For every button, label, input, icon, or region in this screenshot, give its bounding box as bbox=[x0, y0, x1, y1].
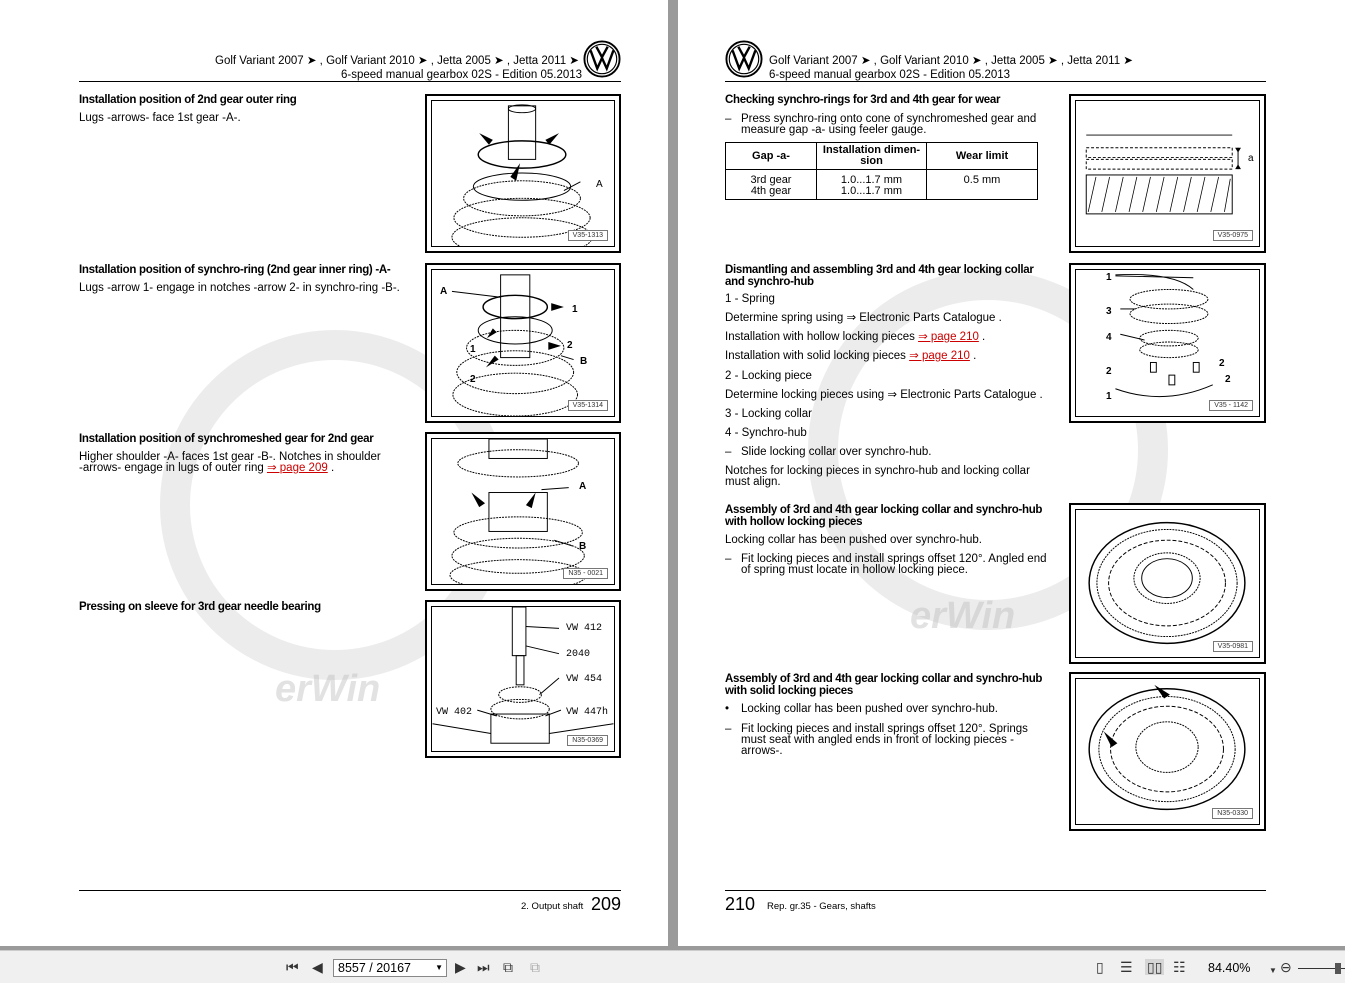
step-dash: – bbox=[725, 723, 732, 735]
figure-code: V35-0975 bbox=[1213, 230, 1253, 241]
footer-rule bbox=[725, 890, 1266, 891]
legend-text: Notches for locking pieces in synchro-hub and locking collar must align. bbox=[725, 465, 1030, 488]
table-header: Gap -a- bbox=[726, 143, 817, 170]
table-cell: 0.5 mm bbox=[927, 170, 1038, 200]
figure-code: V35 - 1142 bbox=[1209, 400, 1253, 411]
step-text: Press synchro-ring onto cone of synchromeshed gear and measure gap -a- using feeler gauge. bbox=[741, 113, 1037, 136]
figure-synchro-ring bbox=[425, 263, 621, 423]
page-link[interactable]: ⇒ page 209 bbox=[266, 462, 328, 474]
vw-logo-icon bbox=[725, 40, 763, 78]
section-title: Installation position of synchromeshed gear for 2nd gear bbox=[79, 433, 374, 445]
step-dash: – bbox=[725, 553, 732, 565]
header-rule bbox=[79, 81, 621, 82]
header-models: Golf Variant 2007 ➤ , Golf Variant 2010 ➤ , Jetta 2005 ➤ , Jetta 2011 ➤ bbox=[215, 55, 579, 67]
section-title: Installation position of 2nd gear outer ring bbox=[79, 94, 297, 106]
figure-code: N35-0330 bbox=[1212, 808, 1253, 819]
header-edition: 6-speed manual gearbox 02S - Edition 05.2013 bbox=[341, 69, 583, 81]
figure-label: 1 bbox=[1106, 272, 1112, 283]
section-text-body: Higher shoulder -A- faces 1st gear -B-. Notches in shoulder -arrows- engage in lugs of outer ring bbox=[79, 451, 381, 474]
figure-code: N35 - 0021 bbox=[563, 568, 608, 579]
figure-label: A bbox=[596, 179, 603, 190]
step-dash: – bbox=[725, 446, 732, 458]
table-cell-line: 1.0...1.7 mm bbox=[840, 185, 903, 197]
figure-label: 1 bbox=[1106, 391, 1112, 402]
two-page-continuous-view-icon[interactable]: ☷ bbox=[1173, 959, 1186, 975]
first-page-icon[interactable]: ⏮ bbox=[286, 959, 299, 975]
legend-text: Installation with hollow locking pieces ⇒ page 210 . bbox=[725, 331, 986, 343]
figure-label: 1 bbox=[572, 304, 578, 315]
figure-label: 2 bbox=[1219, 358, 1225, 369]
figure-label: VW 412 bbox=[566, 623, 603, 634]
footer-rule bbox=[79, 890, 621, 891]
figure-label: VW 402 bbox=[436, 707, 473, 718]
page-link[interactable]: ⇒ page 210 bbox=[918, 331, 979, 343]
header-edition: 6-speed manual gearbox 02S - Edition 05.2013 bbox=[769, 69, 1011, 81]
header-models: Golf Variant 2007 ➤ , Golf Variant 2010 ➤ , Jetta 2005 ➤ , Jetta 2011 ➤ bbox=[769, 55, 1133, 67]
table-cell-line: 1.0...1.7 mm bbox=[840, 174, 903, 186]
legend-item: 3 - Locking collar bbox=[725, 408, 812, 420]
figure-label: 4 bbox=[1106, 332, 1112, 343]
single-page-view-icon[interactable]: ▯ bbox=[1096, 959, 1104, 975]
watermark-brand: erWin bbox=[910, 595, 1016, 637]
figure-synchro-hub-exploded bbox=[1069, 263, 1266, 423]
figure-label: 2 bbox=[1225, 374, 1231, 385]
section-title: Assembly of 3rd and 4th gear locking collar and synchro-hub with hollow locking pieces bbox=[725, 504, 1043, 528]
last-page-icon[interactable]: ⏭ bbox=[477, 959, 490, 975]
zoom-level[interactable]: 84.40% bbox=[1208, 961, 1251, 975]
figure-solid-locking-pieces bbox=[1069, 672, 1266, 831]
gear-diagram-illustration bbox=[432, 270, 614, 416]
section-text: Locking collar has been pushed over synchro-hub. bbox=[725, 534, 982, 546]
figure-code: V35-0981 bbox=[1213, 641, 1253, 652]
bullet-text: Locking collar has been pushed over synchro-hub. bbox=[741, 703, 998, 715]
figure-label: VW 454 bbox=[566, 674, 603, 685]
figure-synchromeshed-gear bbox=[425, 432, 621, 591]
legend-item: 1 - Spring bbox=[725, 293, 775, 305]
section-text bbox=[79, 452, 384, 474]
synchro-hub-illustration bbox=[1076, 510, 1259, 657]
gear-diagram-illustration bbox=[432, 439, 614, 584]
table-cell-line: 3rd gear bbox=[750, 174, 792, 186]
section-text: Lugs -arrows- face 1st gear -A-. bbox=[79, 112, 241, 124]
page-210 bbox=[678, 0, 1345, 946]
figure-synchro-gap bbox=[1069, 94, 1266, 253]
section-title: Installation position of synchro-ring (2nd gear inner ring) -A- bbox=[79, 264, 391, 276]
section-title: Checking synchro-rings for 3rd and 4th gear for wear bbox=[725, 94, 1001, 106]
previous-page-icon[interactable]: ◀ bbox=[312, 959, 323, 975]
figure-code: V35-1313 bbox=[568, 230, 608, 241]
section-title: Pressing on sleeve for 3rd gear needle bearing bbox=[79, 601, 321, 613]
figure-label: 1 bbox=[470, 344, 476, 355]
next-page-icon[interactable]: ▶ bbox=[455, 959, 466, 975]
chevron-down-icon[interactable]: ▼ bbox=[435, 963, 443, 972]
figure-label: 2 bbox=[1106, 366, 1112, 377]
exploded-diagram-illustration bbox=[1076, 270, 1259, 416]
gear-diagram-illustration bbox=[432, 101, 614, 246]
legend-text: Determine spring using ⇒ Electronic Parts Catalogue . bbox=[725, 312, 1002, 324]
legend-text-body: Installation with solid locking pieces bbox=[725, 350, 906, 362]
figure-label: B bbox=[579, 541, 587, 552]
table-cell bbox=[726, 170, 817, 200]
zoom-slider-handle[interactable] bbox=[1335, 963, 1341, 974]
legend-text-body: Installation with hollow locking pieces bbox=[725, 331, 915, 343]
step-text: Fit locking pieces and install springs offset 120°. Springs must seat with angled ends in front of locking pieces -arrows-. bbox=[741, 723, 1028, 757]
figure-label: VW 447h bbox=[566, 707, 609, 718]
figure-label: A bbox=[579, 481, 587, 492]
figure-label: a bbox=[1248, 153, 1254, 164]
header-rule bbox=[725, 81, 1266, 82]
legend-text: Installation with solid locking pieces ⇒ page 210 . bbox=[725, 350, 977, 362]
figure-code: V35-1314 bbox=[568, 400, 608, 411]
figure-pressing-sleeve bbox=[425, 600, 621, 758]
watermark-brand: erWin bbox=[275, 668, 381, 710]
figure-label: 2 bbox=[470, 374, 476, 385]
figure-label: A bbox=[440, 286, 448, 297]
gauge-diagram-illustration bbox=[1076, 101, 1259, 246]
page-209 bbox=[0, 0, 668, 946]
footer-page-number: 209 bbox=[591, 894, 622, 914]
footer-page-number: 210 bbox=[725, 894, 756, 914]
page-number-value: 8557 / 20167 bbox=[338, 961, 411, 975]
table-header: Installation dimen-sion bbox=[817, 143, 927, 170]
figure-hollow-locking-pieces bbox=[1069, 503, 1266, 664]
two-page-view-icon[interactable]: ▯▯ bbox=[1147, 959, 1163, 975]
table-header: Wear limit bbox=[927, 143, 1038, 170]
continuous-view-icon[interactable]: ☰ bbox=[1120, 959, 1133, 975]
zoom-out-icon[interactable]: ⊖ bbox=[1280, 959, 1292, 975]
step-text: Fit locking pieces and install springs offset 120°. Angled end of spring must locate in hollow locking piece. bbox=[741, 553, 1047, 576]
section-title: Assembly of 3rd and 4th gear locking collar and synchro-hub with solid locking pieces bbox=[725, 673, 1043, 697]
section-text-end: . bbox=[330, 462, 335, 474]
footer-section: Rep. gr.35 - Gears, shafts bbox=[767, 901, 876, 912]
page-number-input[interactable] bbox=[333, 959, 447, 977]
step-dash: – bbox=[725, 113, 732, 125]
bullet-dot: • bbox=[725, 703, 730, 715]
table-cell-line: 4th gear bbox=[750, 185, 792, 197]
go-forward-icon[interactable]: ⧉ bbox=[530, 959, 540, 975]
section-title: Dismantling and assembling 3rd and 4th gear locking collar and synchro-hub bbox=[725, 264, 1034, 288]
legend-item: 2 - Locking piece bbox=[725, 370, 812, 382]
step-text: Slide locking collar over synchro-hub. bbox=[741, 446, 932, 458]
zoom-dropdown-icon[interactable]: ▼ bbox=[1269, 966, 1277, 975]
figure-code: N35-0369 bbox=[567, 735, 608, 746]
vw-logo-icon bbox=[583, 40, 621, 78]
synchro-hub-illustration bbox=[1076, 679, 1259, 824]
table-cell bbox=[817, 170, 927, 200]
figure-label: 2040 bbox=[566, 649, 591, 660]
figure-label: 3 bbox=[1106, 306, 1112, 317]
go-back-icon[interactable]: ⧉ bbox=[503, 959, 513, 975]
section-text: Lugs -arrow 1- engage in notches -arrow 2- in synchro-ring -B-. bbox=[79, 282, 400, 294]
footer-section: 2. Output shaft bbox=[521, 901, 584, 912]
figure-outer-ring bbox=[425, 94, 621, 253]
figure-label: 2 bbox=[567, 340, 573, 351]
legend-item: 4 - Synchro-hub bbox=[725, 427, 807, 439]
page-link[interactable]: ⇒ page 210 bbox=[909, 350, 970, 362]
viewer-toolbar bbox=[0, 950, 1345, 983]
wear-limit-table bbox=[725, 142, 1038, 200]
figure-label: B bbox=[580, 356, 588, 367]
legend-text: Determine locking pieces using ⇒ Electronic Parts Catalogue . bbox=[725, 389, 1043, 401]
